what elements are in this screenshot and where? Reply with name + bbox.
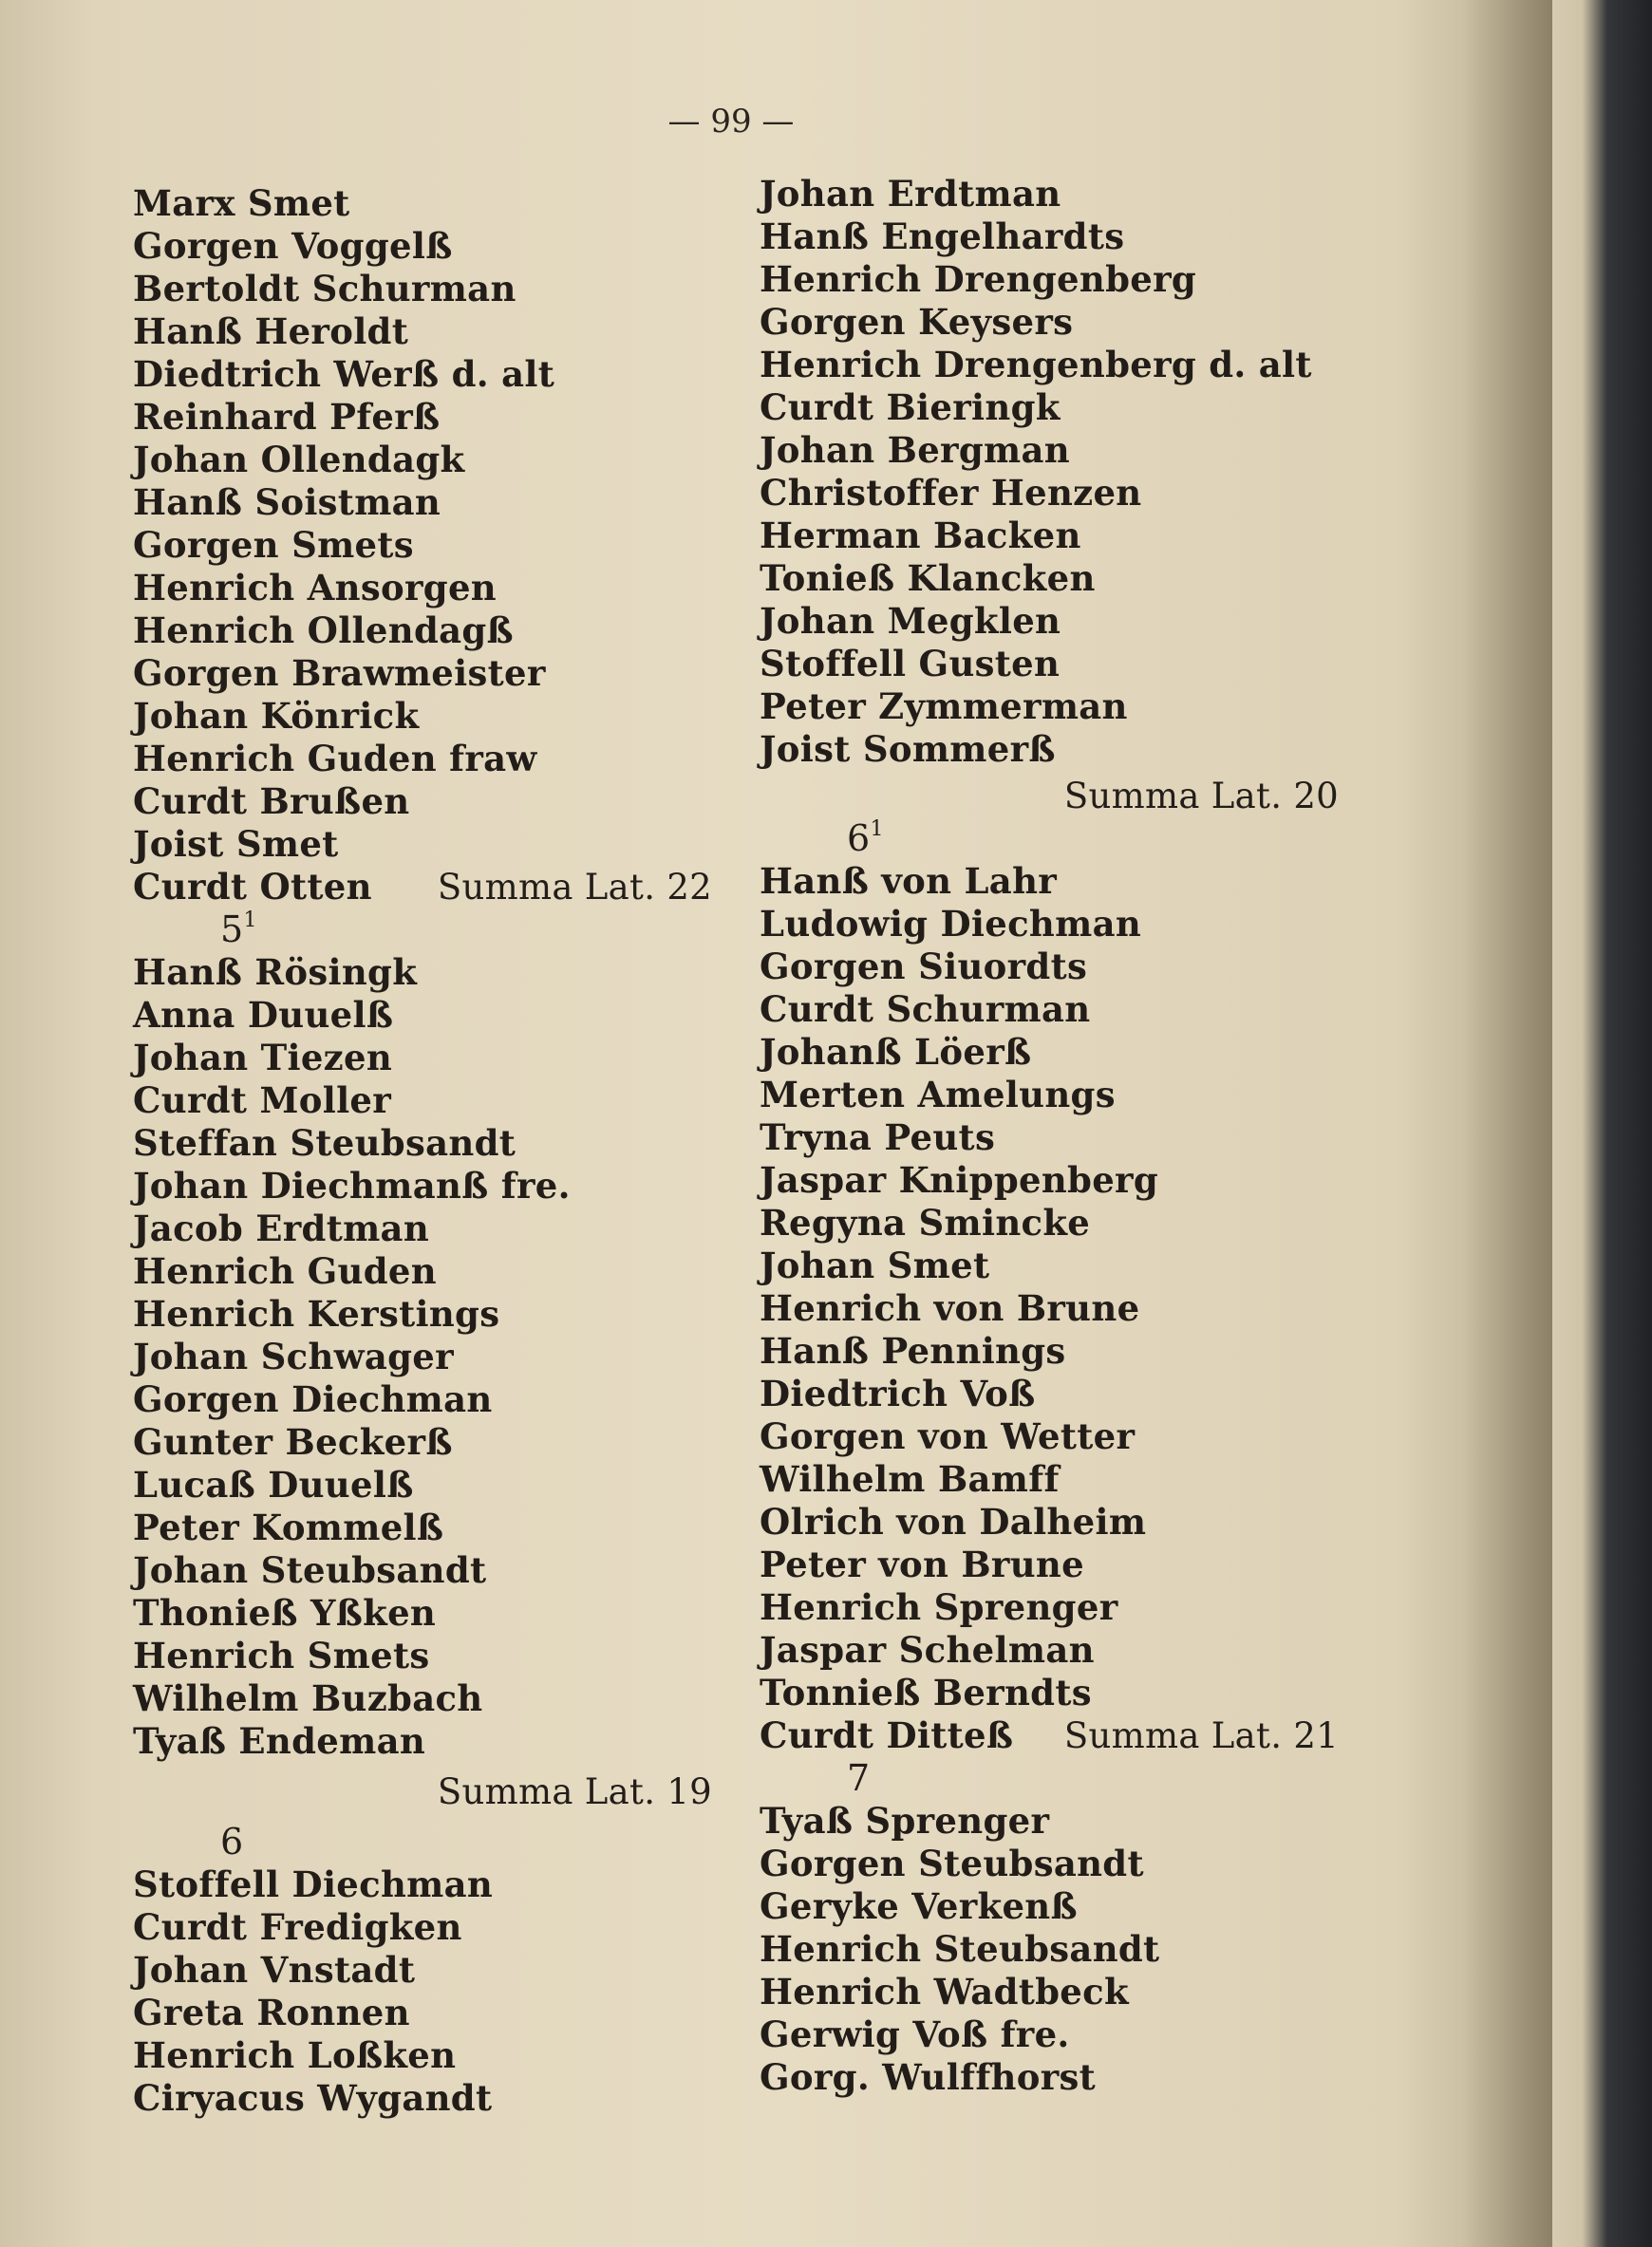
list-item: Henrich Drengenberg	[760, 258, 1197, 300]
list-item: Wilhelm Bamff	[760, 1458, 1060, 1500]
section-heading	[133, 908, 779, 951]
section-heading: 7	[847, 1757, 871, 1799]
list-item: Curdt Brußen	[133, 780, 410, 822]
list-item: Diedtrich Werß d. alt	[133, 353, 555, 395]
list-item: Hanß Pennings	[760, 1330, 1066, 1372]
right-group-b	[760, 860, 1405, 1714]
list-item: Hanß von Lahr	[760, 860, 1058, 902]
list-item: Marx Smet	[133, 182, 350, 224]
list-item: Hanß Rösingk	[133, 951, 418, 993]
list-item: Henrich Guden fraw	[133, 738, 537, 779]
left-group-a	[133, 182, 779, 866]
list-item: Jaspar Schelman	[760, 1629, 1095, 1671]
list-item: Stoffell Gusten	[760, 643, 1061, 684]
list-item: Merten Amelungs	[760, 1074, 1116, 1115]
book-cover-edge	[1552, 0, 1652, 2247]
list-item: Gorgen von Wetter	[760, 1415, 1136, 1457]
list-item: Henrich Smets	[133, 1635, 430, 1676]
list-item: Johan Smet	[760, 1245, 990, 1286]
right-column	[760, 173, 1405, 2099]
list-item: Peter Kommelß	[133, 1507, 444, 1548]
list-item: Tonnieß Berndts	[760, 1672, 1092, 1713]
list-item: Hanß Soistman	[133, 481, 441, 523]
list-item: Hanß Heroldt	[133, 310, 409, 352]
list-item: Geryke Verkenß	[760, 1885, 1078, 1927]
list-item: Herman Backen	[760, 515, 1081, 556]
list-item: Curdt Bieringk	[760, 386, 1061, 428]
list-item: Gunter Beckerß	[133, 1421, 453, 1463]
list-item: Henrich Drengenberg d. alt	[760, 344, 1312, 385]
section-heading	[760, 817, 1405, 860]
list-item: Joist Smet	[133, 823, 339, 865]
list-item: Lucaß Duuelß	[133, 1464, 414, 1506]
list-item: Gorgen Voggelß	[133, 225, 453, 267]
list-item: Curdt Moller	[133, 1079, 392, 1121]
list-item: Thonieß Yßken	[133, 1592, 437, 1634]
list-item: Curdt Ditteß	[760, 1714, 1014, 1756]
list-item: Diedtrich Voß	[760, 1373, 1036, 1414]
list-item: Wilhelm Buzbach	[133, 1677, 483, 1719]
list-item: Tonieß Klancken	[760, 557, 1096, 599]
list-item: Henrich Guden	[133, 1250, 437, 1292]
list-item: Johan Steubsandt	[133, 1549, 487, 1591]
list-item: Jacob Erdtman	[133, 1208, 430, 1249]
left-group-c	[133, 1863, 779, 2120]
list-item: Curdt Fredigken	[133, 1906, 462, 1948]
list-item: Curdt Otten	[133, 866, 372, 908]
list-item: Johan Ollendagk	[133, 439, 465, 480]
list-item: Henrich Steubsandt	[760, 1928, 1160, 1970]
list-item: Curdt Schurman	[760, 988, 1091, 1030]
right-group-b-last-row	[760, 1714, 1339, 1757]
list-item: Gorg. Wulffhorst	[760, 2056, 1097, 2098]
list-item: Gorgen Brawmeister	[133, 652, 546, 694]
summa-total: Summa Lat. 21	[1063, 1715, 1339, 1756]
list-item: Henrich Ansorgen	[133, 567, 497, 609]
left-column	[133, 182, 779, 2120]
list-item: Tyaß Endeman	[133, 1720, 426, 1762]
page-number: — 99 —	[667, 103, 795, 140]
list-item: Tyaß Sprenger	[760, 1800, 1050, 1842]
list-item: Joist Sommerß	[760, 728, 1056, 770]
left-group-a-last-row	[133, 866, 712, 908]
list-item: Tryna Peuts	[760, 1116, 996, 1158]
section-number: 6	[847, 817, 871, 859]
section-heading: 6	[220, 1821, 244, 1863]
list-item: Johan Erdtman	[760, 173, 1061, 215]
right-group-a	[760, 173, 1405, 771]
summa-total: Summa Lat. 20	[1063, 776, 1339, 816]
list-item: Johan Bergman	[760, 429, 1070, 471]
list-item: Henrich Ollendagß	[133, 609, 514, 651]
gutter-shadow	[1462, 0, 1552, 2247]
list-item: Reinhard Pferß	[133, 396, 441, 438]
list-item: Ludowig Diechman	[760, 903, 1142, 945]
list-item: Hanß Engelhardts	[760, 215, 1125, 257]
right-group-c	[760, 1800, 1405, 2099]
summa-total: Summa Lat. 22	[437, 867, 712, 908]
list-item: Henrich Loßken	[133, 2034, 457, 2076]
list-item: Johanß Löerß	[760, 1031, 1032, 1073]
list-item: Johan Megklen	[760, 600, 1061, 642]
list-item: Gerwig Voß fre.	[760, 2013, 1070, 2055]
section-superscript: 1	[243, 908, 257, 932]
list-item: Peter Zymmerman	[760, 685, 1128, 727]
list-item: Gorgen Siuordts	[760, 946, 1088, 987]
list-item: Steffan Steubsandt	[133, 1122, 516, 1164]
list-item: Gorgen Smets	[133, 524, 414, 566]
list-item: Johan Diechmanß fre.	[133, 1165, 571, 1207]
list-item: Christoffer Henzen	[760, 472, 1142, 514]
list-item: Johan Könrick	[133, 695, 420, 737]
section-superscript: 1	[870, 817, 884, 841]
summa-total: Summa Lat. 19	[437, 1771, 712, 1812]
list-item: Johan Schwager	[133, 1336, 454, 1377]
list-item: Gorgen Keysers	[760, 301, 1074, 343]
list-item: Jaspar Knippenberg	[760, 1159, 1159, 1201]
list-item: Anna Duuelß	[133, 994, 394, 1036]
list-item: Bertoldt Schurman	[133, 268, 516, 309]
list-item: Henrich Wadtbeck	[760, 1971, 1129, 2013]
list-item: Henrich Sprenger	[760, 1586, 1118, 1628]
left-group-b	[133, 951, 779, 1763]
list-item: Gorgen Diechman	[133, 1378, 493, 1420]
list-item: Ciryacus Wygandt	[133, 2077, 493, 2119]
list-item: Olrich von Dalheim	[760, 1501, 1147, 1543]
section-number: 5	[220, 908, 244, 950]
list-item: Gorgen Steubsandt	[760, 1843, 1144, 1884]
list-item: Peter von Brune	[760, 1544, 1084, 1585]
list-item: Regyna Smincke	[760, 1202, 1091, 1244]
list-item: Greta Ronnen	[133, 1992, 410, 2033]
list-item: Stoffell Diechman	[133, 1863, 494, 1905]
list-item: Henrich von Brune	[760, 1287, 1140, 1329]
list-item: Johan Vnstadt	[133, 1949, 416, 1991]
list-item: Henrich Kerstings	[133, 1293, 500, 1335]
list-item: Johan Tiezen	[133, 1037, 393, 1078]
